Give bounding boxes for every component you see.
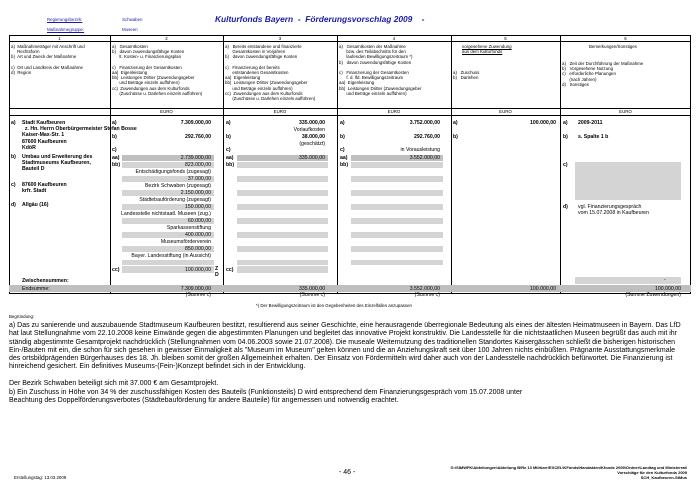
- col4-shade: [351, 162, 443, 168]
- col-divider-5: [560, 35, 561, 294]
- col4-shade: [351, 232, 443, 238]
- col1-c-label: c): [11, 182, 16, 188]
- col6-a-label: a): [563, 120, 568, 126]
- file-path: G:\SIMWFK\Abteilungen\Abteilung B\Re 13 Militizer\EXCEL\KFonds\Handakten\Kfonds 2009\Ordner\Landtag und Ministerrat\ Vorschläge für den Kulturfonds 2009 SCH_Kaufbeuren-StMus: [450, 465, 687, 481]
- col4-c-label: c): [340, 147, 345, 153]
- col6-d-label: d): [563, 204, 568, 210]
- col3-heading: a) Bereits entstandene und finanzierte Gesamtkosten in Vorjahren b) davon zuwendungsfähige Kosten c) Finanzierung der bereits entstandenen Gesamtkosten aa) Eigenleistung bb) Leistungen Dritter (Zuwendungsgeber und Beträge einzeln aufführen) cc) Zuwendungen aus dem Kulturfonds (Zuschüsse u. Darlehen einzeln aufführen): [225, 44, 316, 102]
- col4-b-label: b): [340, 134, 345, 140]
- col4-shade: [351, 204, 443, 210]
- col6-heading: a) Zeit der Durchführung der Maßnahme b) Vorgesehene Nutzung c) erforderliche Planungen (nach Jahren) d) Sonstiges: [562, 61, 644, 87]
- third-party-value: 2.150.000,00: [180, 190, 211, 196]
- col4-aa-value: 3.552.000,00: [409, 155, 440, 161]
- col3-aa-value: 335.000,00: [299, 155, 325, 161]
- project-description: Umbau und Erweiterung des Stadtmuseums Kaufbeuren, Bauteil D: [22, 154, 93, 173]
- col6-c-shade: [575, 162, 681, 200]
- col3-end-note: (Summe c): [299, 292, 325, 298]
- col3-a-label: a): [226, 120, 231, 126]
- col5-heading: a) Zuschuss b) Darlehen: [453, 70, 480, 81]
- col3-shade: [237, 176, 328, 182]
- third-party-value: 400.000,00: [185, 232, 211, 238]
- col2-cc-mark: Z D: [215, 266, 219, 278]
- col-number-5: 5: [504, 35, 507, 41]
- col2-bb-value: 823.000,00: [185, 162, 211, 168]
- massnahme-label: Maßnahmegruppe:: [47, 27, 85, 32]
- col3-a-note: Vorlaufkosten: [293, 127, 325, 133]
- third-party-value: 60.000,00: [187, 218, 211, 224]
- col3-b-note: (geschätzt): [299, 141, 325, 147]
- page-number: - 46 -: [339, 469, 356, 476]
- col-divider-2: [223, 35, 224, 294]
- col3-bb-label: bb): [226, 162, 235, 168]
- col3-c-label: c): [226, 147, 231, 153]
- col2-b-label: b): [112, 134, 117, 140]
- third-party-value: 150.000,00: [185, 204, 211, 210]
- third-party-name: Städtebauförderung (zugesagt): [139, 197, 211, 203]
- col3-cc-label: cc): [226, 267, 234, 273]
- col2-cc-value: 100.000,00: [185, 267, 211, 273]
- third-party-name: Entschädigungsfonds (zugesagt): [135, 169, 211, 175]
- col-number-1: 1: [58, 35, 61, 41]
- col4-shade: [351, 190, 443, 196]
- col4-aa-label: aa): [340, 155, 348, 161]
- col4-shade: [351, 260, 443, 265]
- col1-heading: a) Maßnahmeträger mit Anschrift und Rechtsform b) Art und Zweck der Maßnahme c) Ort und Landkreis der Maßnahme d) Region: [11, 44, 85, 76]
- third-party-name: Bayer. Landesstiftung (in Aussicht): [131, 253, 211, 259]
- footnote: *) Der Bewilligungszeitraum ist den Gegebenheiten des Einzelfalles anzupassen: [256, 303, 412, 308]
- col2-aa-value: 2.739.000,00: [180, 155, 211, 161]
- row-divider-numbers: [9, 41, 691, 42]
- col4-end-value: 3.552.000,00: [409, 285, 440, 292]
- col1-a-label: a): [11, 120, 16, 126]
- col2-c-label: c): [112, 147, 117, 153]
- col2-cc-label: cc): [112, 267, 120, 273]
- euro-label-col6: EURO: [619, 109, 632, 114]
- col3-shade: [237, 246, 328, 252]
- col4-c-note: in Vorausleistung: [400, 147, 440, 153]
- begruendung-a: a) Das zu sanierende und auszubauende Stadtmuseum Kaufbeuren bestitzt, resultierend aus seiner Geschichte, eine herausragende überregionale Bedeutung als eines der ältesten Heimatmuseen in Bayern. Das LfD hat laut Stellungnahme vom 22.10.2008 keine Einwände gegen die abgestimmten Planungen und begleitet das innovative Projekt konstruktiv. Die Landesstelle für die nichtstaatlichen Museen begrüßt das auch mit ihr ständig abgestimmte Gesamtprojekt nachdrücklich (Stellungnahmen vom 04.06.2003 sowie 21.07.2008). Die museale Weiternutzung des traditionellen Standortes Kaisergässchen schließt die bisherigen historischen Ein-/Bauten mit ein, die schon für sich gesehen in gewisser Einmaligkeit als "Museum im Museum" gelten können und die an Anziehungskraft seit über 100 Jahren nichts einbüßten. Prägnante Ausstattungsmerkmale des ortsbildprägenden Bürgerhauses des 18. Jh. bleiben somit der großen Allgemeinheit erhalten. Der Einsatz von Fördermitteln wird daher auch von der Landesstelle nachdrücklich befürwortet. Die Finanzierung ist hinreichend gesichert. Ein definitives Museums-(Fein-)Konzept befindet sich in der Entwicklung.: [9, 322, 681, 371]
- col6-end-note: (Summe Zuwendungen): [625, 292, 681, 298]
- col3-cc-shade: [237, 266, 328, 273]
- euro-label-col5: EURO: [499, 109, 512, 114]
- col5-end-value: 100.000,00: [530, 285, 556, 292]
- col4-b-value: 292.760,00: [414, 134, 440, 140]
- col-number-4: 4: [392, 35, 396, 41]
- col3-shade: [237, 204, 328, 210]
- location: 87600 Kaufbeuren krfr. Stadt: [22, 182, 67, 195]
- col6-a-value: 2009-2011: [578, 120, 603, 126]
- col2-b-value: 292.760,00: [185, 134, 211, 140]
- endsumme-label: Endsumme:: [22, 285, 50, 292]
- col3-shade: [237, 260, 328, 265]
- zwischensummen-label: Zwischensummen:: [22, 278, 69, 284]
- col3-aa-label: aa): [226, 155, 234, 161]
- col3-shade: [237, 162, 328, 168]
- col-divider-3: [337, 35, 338, 294]
- massnahme-value: Museen: [122, 27, 138, 32]
- third-party-shade: [122, 260, 214, 265]
- col2-end-note: (Summe c): [185, 292, 211, 298]
- col6-zw-mark: -: [664, 277, 666, 283]
- col6-b-label: b): [563, 134, 568, 140]
- col2-heading: a) Gesamtkosten b) davon zuwendungsfähige Kosten lt. Kosten- u. Finanzierungsplan c) Finanzierung der Gesamtkosten aa) Eigenleistung bb) Leistungen Dritter (Zuwendungsgeber und Beträge einzeln aufführen) cc) Zuwendungen aus dem Kulturfonds (Zuschüsse u. Darlehen einzeln aufführen): [112, 44, 203, 96]
- col3-end-value: 335.000,00: [299, 285, 325, 292]
- col4-a-label: a): [340, 120, 345, 126]
- col3-shade: [237, 232, 328, 238]
- col4-a-value: 3.752.000,00: [409, 120, 440, 126]
- col6-end-value: 100.000,00: [655, 285, 681, 292]
- col6-d-value: vgl. Finanzierungsgespräch vom 15.07.2008 in Kaufbeuren: [578, 204, 649, 217]
- col2-end-value: 7.309.000,00: [180, 285, 211, 292]
- col1-d-label: d): [11, 202, 16, 208]
- col-number-2: 2: [165, 35, 168, 41]
- col4-end-note: (Summe c): [414, 292, 440, 298]
- euro-label-col4: EURO: [387, 109, 401, 114]
- col6-heading-title: Bemerkungen/Sonstiges: [589, 44, 637, 49]
- third-party-value: 37.000,00: [187, 176, 211, 182]
- third-party-name: Museumsförderverein: [160, 239, 211, 245]
- applicant-block: Stadt Kaufbeuren z. Hn. Herrn Oberbürgermeister Stefan Bosse Kaiser-Max-Str. 1 87600 Kaufbeuren KdöR: [22, 120, 137, 151]
- creation-date: Erstellungstag: 13.03.2009: [14, 475, 67, 480]
- col3-a-value: 335.000,00: [299, 120, 325, 126]
- col5-a-label: a): [453, 120, 458, 126]
- begruendung-b: b) Ein Zuschuss in Höhe von 34 % der zuschussfähigen Kosten des Bauteils (Funktionsteils) D wird entsprechend dem Finanzierungsgespräch vom 15.07.2008 unter Beachtung des Doppelförderungsverbotes (Städtebauförderung für andere Bauteile) für angemessen und notwendig erachtet.: [9, 389, 523, 405]
- col6-c-label: c): [563, 162, 568, 168]
- col-divider-4: [451, 35, 452, 294]
- col3-b-label: b): [226, 134, 231, 140]
- col1-b-label: b): [11, 154, 16, 160]
- third-party-value: 850.000,00: [185, 246, 211, 252]
- col4-shade: [351, 218, 443, 224]
- row-divider-euro: [9, 115, 691, 116]
- col5-b-label: b): [453, 134, 458, 140]
- col2-aa-label: aa): [112, 155, 120, 161]
- col5-a-value: 100.000,00: [530, 120, 556, 126]
- region: Allgäu (16): [22, 202, 49, 208]
- begruendung-a2: Der Bezirk Schwaben beteiligt sich mit 37.000 € am Gesamtprojekt.: [9, 380, 219, 387]
- col2-bb-label: bb): [112, 162, 121, 168]
- page-title: Kulturfonds Bayern - Förderungsvorschlag 2009 -: [215, 14, 425, 24]
- col4-heading: a) Gesamtkosten der Maßnahme bzw. des Teilabschnitts für den laufenden Bewilligungszeitraum *) b) davon zuwendungsfähige Kosten c) Finanzierung der Gesamtkosten f. d. lfd. Bewilligungszeitraum aa) Eigenleistung bb) Leistungen Dritter (Zuwendungsgeber und Beträge einzeln aufführen): [339, 44, 422, 96]
- col4-shade: [351, 246, 443, 252]
- col-number-3: 3: [278, 35, 282, 41]
- col4-bb-label: bb): [340, 162, 349, 168]
- regbez-value: Schwaben: [122, 17, 143, 22]
- col3-b-value: 38.000,00: [301, 134, 325, 140]
- regbez-label: Regierungsbezirk:: [47, 17, 83, 22]
- col2-a-label: a): [112, 120, 117, 126]
- third-party-name: Landesstelle nichtstaatl. Museen (zug.): [121, 211, 211, 217]
- col-number-6: 6: [624, 35, 627, 41]
- col6-b-value: s. Spalte 1 b: [578, 134, 609, 140]
- col-divider-1: [110, 35, 111, 294]
- third-party-name: Sparkassenstiftung: [166, 225, 211, 231]
- euro-label-col2: EURO: [160, 109, 173, 114]
- col2-a-value: 7.309.000,00: [180, 120, 211, 126]
- col4-shade: [351, 176, 443, 182]
- third-party-name: Bezirk Schwaben (zugesagt): [144, 183, 211, 189]
- col3-shade: [237, 218, 328, 224]
- euro-label-col3: EURO: [273, 109, 287, 114]
- begruendung-label: Begründung:: [9, 314, 35, 319]
- col5-heading-title: vorgesehene Zuwendung aus dem Kulturfonds: [462, 44, 512, 55]
- col3-shade: [237, 190, 328, 196]
